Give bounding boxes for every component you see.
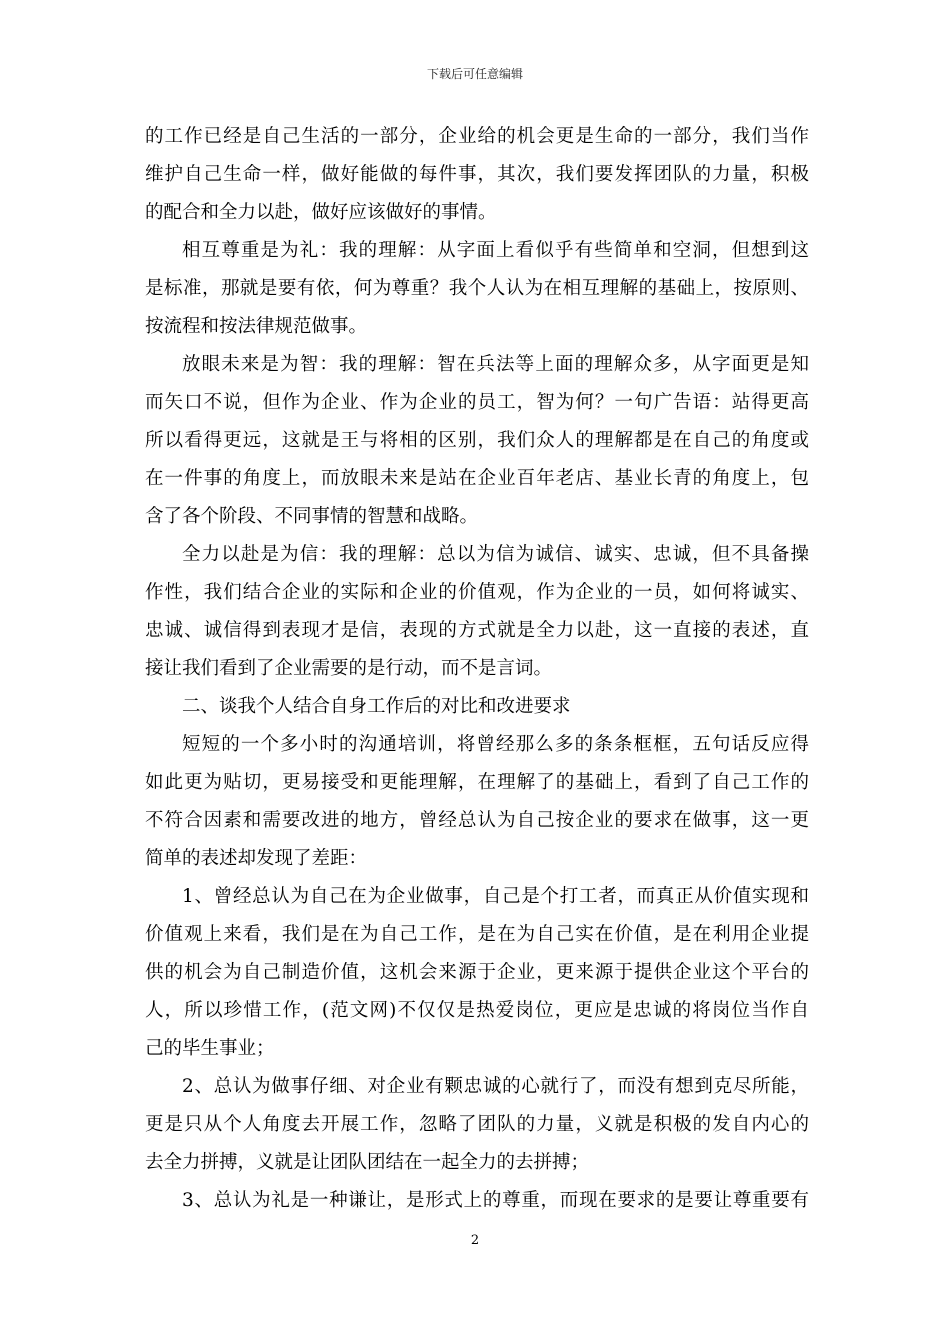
text-line: 如此更为贴切，更易接受和更能理解，在理解了的基础上，看到了自己工作的: [145, 772, 809, 793]
text-line: 去全力拼搏，义就是让团队团结在一起全力的去拼搏；: [145, 1152, 590, 1173]
paragraph-first-line: 相互尊重是为礼：我的理解：从字面上看似乎有些简单和空洞，但想到这: [182, 240, 809, 261]
text-line: 按流程和按法律规范做事。: [145, 316, 368, 337]
section-heading: 二、谈我个人结合自身工作后的对比和改进要求: [182, 696, 571, 717]
paragraph-first-line: 全力以赴是为信：我的理解：总以为信为诚信、诚实、忠诚，但不具备操: [182, 544, 809, 565]
text-line: 的配合和全力以赴，做好应该做好的事情。: [145, 202, 497, 223]
paragraph-first-line: 2、总认为做事仔细、对企业有颗忠诚的心就行了，而没有想到克尽所能，: [182, 1076, 809, 1097]
text-line: 人，所以珍惜工作，(范文网)不仅仅是热爱岗位，更应是忠诚的将岗位当作自: [145, 1000, 809, 1021]
paragraph-first-line: 3、总认为礼是一种谦让，是形式上的尊重，而现在要求的是要让尊重要有: [182, 1190, 809, 1211]
text-line: 更是只从个人角度去开展工作，忽略了团队的力量，义就是积极的发自内心的: [145, 1114, 809, 1135]
text-line: 价值观上来看，我们是在为自己工作，是在为自己实在价值，是在利用企业提: [145, 924, 809, 945]
text-line: 在一件事的角度上，而放眼未来是站在企业百年老店、基业长青的角度上，包: [145, 468, 809, 489]
paragraph-first-line: 放眼未来是为智：我的理解：智在兵法等上面的理解众多，从字面更是知: [182, 354, 809, 375]
text-line: 忠诚、诚信得到表现才是信，表现的方式就是全力以赴，这一直接的表述，直: [145, 620, 809, 641]
paragraph-first-line: 1、曾经总认为自己在为企业做事，自己是个打工者，而真正从价值实现和: [182, 886, 809, 907]
text-line: 所以看得更远，这就是王与将相的区别，我们众人的理解都是在自己的角度或: [145, 430, 809, 451]
text-line: 接让我们看到了企业需要的是行动，而不是言词。: [145, 658, 553, 679]
text-line: 是标准，那就是要有依，何为尊重？我个人认为在相互理解的基础上，按原则、: [145, 278, 809, 299]
page-number: 2: [470, 1233, 480, 1248]
text-line: 含了各个阶段、不同事情的智慧和战略。: [145, 506, 479, 527]
document-body: [145, 118, 809, 1220]
text-line: 维护自己生命一样，做好能做的每件事，其次，我们要发挥团队的力量，积极: [145, 164, 809, 185]
page-header: 下载后可任意编辑: [426, 67, 523, 81]
paragraph-first-line: 短短的一个多小时的沟通培训，将曾经那么多的条条框框，五句话反应得: [182, 734, 809, 755]
text-line: 作性，我们结合企业的实际和企业的价值观，作为企业的一员，如何将诚实、: [145, 582, 809, 603]
text-line: 的工作已经是自己生活的一部分，企业给的机会更是生命的一部分，我们当作: [145, 126, 809, 147]
text-line: 供的机会为自己制造价值，这机会来源于企业，更来源于提供企业这个平台的: [145, 962, 809, 983]
text-line: 不符合因素和需要改进的地方，曾经总认为自己按企业的要求在做事，这一更: [145, 810, 809, 831]
text-line: 而矢口不说，但作为企业、作为企业的员工，智为何？一句广告语：站得更高: [145, 392, 809, 413]
text-line: 己的毕生事业；: [145, 1038, 275, 1059]
text-line: 简单的表述却发现了差距：: [145, 848, 368, 869]
